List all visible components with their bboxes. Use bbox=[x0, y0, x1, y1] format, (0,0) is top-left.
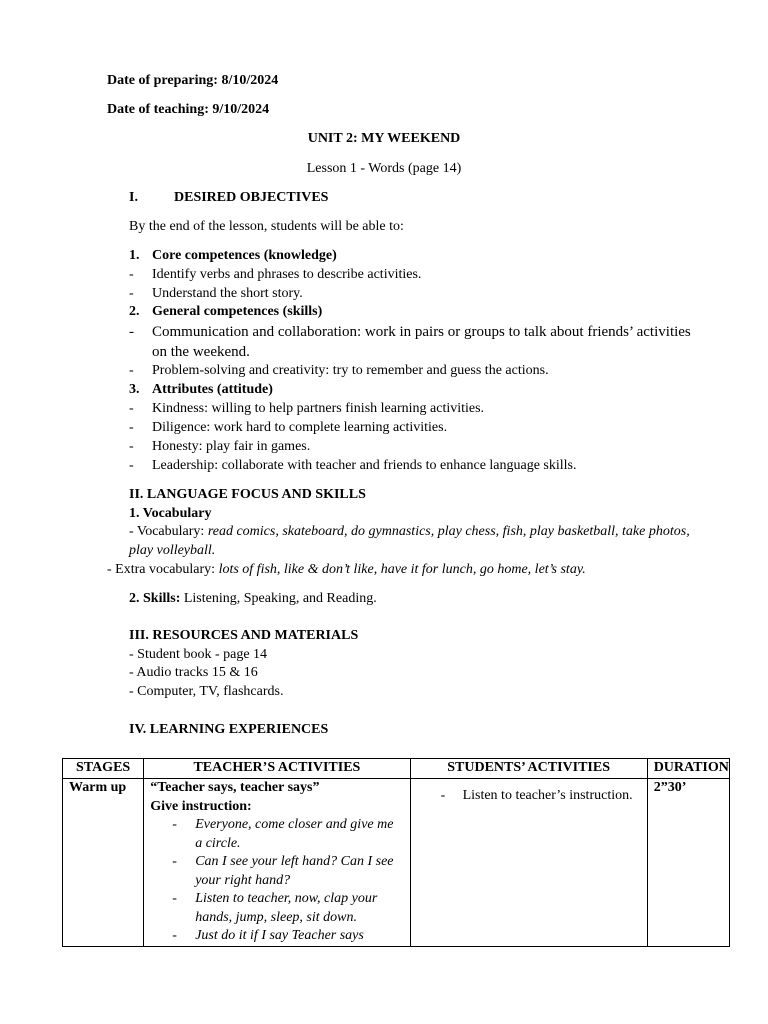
attribute-item-text: Diligence: work hard to complete learning activities. bbox=[152, 420, 448, 435]
attribute-item-text: Leadership: collaborate with teacher and friends to enhance language skills. bbox=[152, 458, 577, 473]
section-4-title: IV. LEARNING EXPERIENCES bbox=[129, 722, 329, 737]
attribute-item-text: Kindness: willing to help partners finish learning activities. bbox=[152, 401, 485, 416]
vocabulary-line-1 bbox=[129, 523, 690, 541]
lesson-title: Lesson 1 - Words (page 14) bbox=[306, 161, 462, 176]
instruction-line: Listen to teacher, now, clap your bbox=[195, 891, 378, 906]
table-row bbox=[63, 779, 730, 947]
skills-text: Listening, Speaking, and Reading. bbox=[180, 591, 377, 606]
general-item-1-line1: Communication and collaboration: work in pairs or groups to talk about friends’ activities bbox=[152, 324, 691, 340]
instruction-line: Can I see your left hand? Can I see bbox=[195, 854, 394, 869]
instruction-line: your right hand? bbox=[195, 872, 291, 888]
dash: - bbox=[129, 324, 134, 340]
core-num: 1. bbox=[129, 248, 140, 263]
section-2-title: II. LANGUAGE FOCUS AND SKILLS bbox=[129, 487, 366, 502]
student-activity-item bbox=[417, 787, 641, 806]
resource-item: - Student book - page 14 bbox=[129, 647, 268, 662]
extra-vocabulary-words: lots of fish, like & don’t like, have it for lunch, go home, let’s stay. bbox=[218, 562, 586, 577]
general-heading-text: General competences (skills) bbox=[152, 304, 323, 319]
learning-experiences-table bbox=[62, 758, 730, 947]
dash: - bbox=[172, 928, 177, 943]
resource-item: - Audio tracks 15 & 16 bbox=[129, 665, 258, 680]
dash: - bbox=[129, 286, 134, 301]
game-title: “Teacher says, teacher says” bbox=[150, 780, 320, 795]
general-item-1-line2: on the weekend. bbox=[152, 344, 250, 360]
unit-title: UNIT 2: MY WEEKEND bbox=[307, 131, 461, 146]
core-item-text: Identify verbs and phrases to describe activities. bbox=[152, 267, 422, 282]
general-item-2-text: Problem-solving and creativity: try to remember and guess the actions. bbox=[152, 363, 549, 378]
dash: - bbox=[129, 401, 134, 416]
header-duration: DURATION bbox=[647, 759, 729, 779]
extra-vocabulary bbox=[107, 561, 586, 579]
vocabulary-words: read comics, skateboard, do gymnastics, play chess, fish, play basketball, take photos, bbox=[207, 524, 690, 539]
attributes-heading-text: Attributes (attitude) bbox=[152, 382, 273, 397]
dash: - bbox=[129, 363, 134, 378]
instruction-item bbox=[150, 816, 403, 853]
stage-cell: Warm up bbox=[63, 779, 144, 947]
vocabulary-heading: 1. Vocabulary bbox=[129, 506, 212, 521]
instruction-line: hands, jump, sleep, sit down. bbox=[195, 909, 357, 925]
instruction-item bbox=[150, 890, 403, 927]
attributes-num: 3. bbox=[129, 382, 140, 397]
duration-cell: 2”30’ bbox=[647, 779, 729, 947]
dash: - bbox=[129, 458, 134, 473]
vocabulary-prefix: - Vocabulary: bbox=[129, 524, 208, 539]
instruction-line: Just do it if I say Teacher says bbox=[195, 928, 364, 943]
instruction-item bbox=[150, 927, 403, 946]
section-1-title: DESIRED OBJECTIVES bbox=[174, 190, 329, 205]
header-teachers-activities: TEACHER’S ACTIVITIES bbox=[144, 759, 410, 779]
dash: - bbox=[172, 891, 177, 906]
date-of-teaching: Date of teaching: 9/10/2024 bbox=[107, 102, 270, 117]
extra-vocabulary-prefix: - Extra vocabulary: bbox=[107, 562, 219, 577]
core-heading-text: Core competences (knowledge) bbox=[152, 248, 337, 263]
section-3-title: III. RESOURCES AND MATERIALS bbox=[129, 628, 359, 643]
students-activities-cell bbox=[410, 779, 647, 947]
resource-item: - Computer, TV, flashcards. bbox=[129, 684, 284, 699]
header-stages: STAGES bbox=[63, 759, 144, 779]
date-of-preparing: Date of preparing: 8/10/2024 bbox=[107, 73, 279, 88]
section-1-numeral: I. bbox=[129, 190, 138, 205]
student-activity-text: Listen to teacher’s instruction. bbox=[462, 788, 633, 803]
instruction-heading: Give instruction: bbox=[150, 798, 252, 814]
table-header-row bbox=[63, 759, 730, 779]
general-num: 2. bbox=[129, 304, 140, 319]
dash: - bbox=[440, 788, 446, 803]
instruction-line: Everyone, come closer and give me bbox=[195, 817, 394, 832]
skills-label: 2. Skills: bbox=[129, 591, 181, 606]
header-students-activities: STUDENTS’ ACTIVITIES bbox=[410, 759, 647, 779]
attribute-item-text: Honesty: play fair in games. bbox=[152, 439, 311, 454]
teacher-activities-cell bbox=[144, 779, 410, 947]
dash: - bbox=[129, 439, 134, 454]
skills-line bbox=[129, 590, 377, 608]
dash: - bbox=[129, 267, 134, 282]
objectives-intro: By the end of the lesson, students will be able to: bbox=[129, 219, 404, 234]
dash: - bbox=[172, 817, 177, 832]
instruction-line: a circle. bbox=[195, 835, 241, 851]
core-item-text: Understand the short story. bbox=[152, 286, 303, 301]
dash: - bbox=[172, 854, 177, 869]
vocabulary-line-2: play volleyball. bbox=[129, 543, 216, 558]
dash: - bbox=[129, 420, 134, 435]
instruction-item bbox=[150, 853, 403, 890]
